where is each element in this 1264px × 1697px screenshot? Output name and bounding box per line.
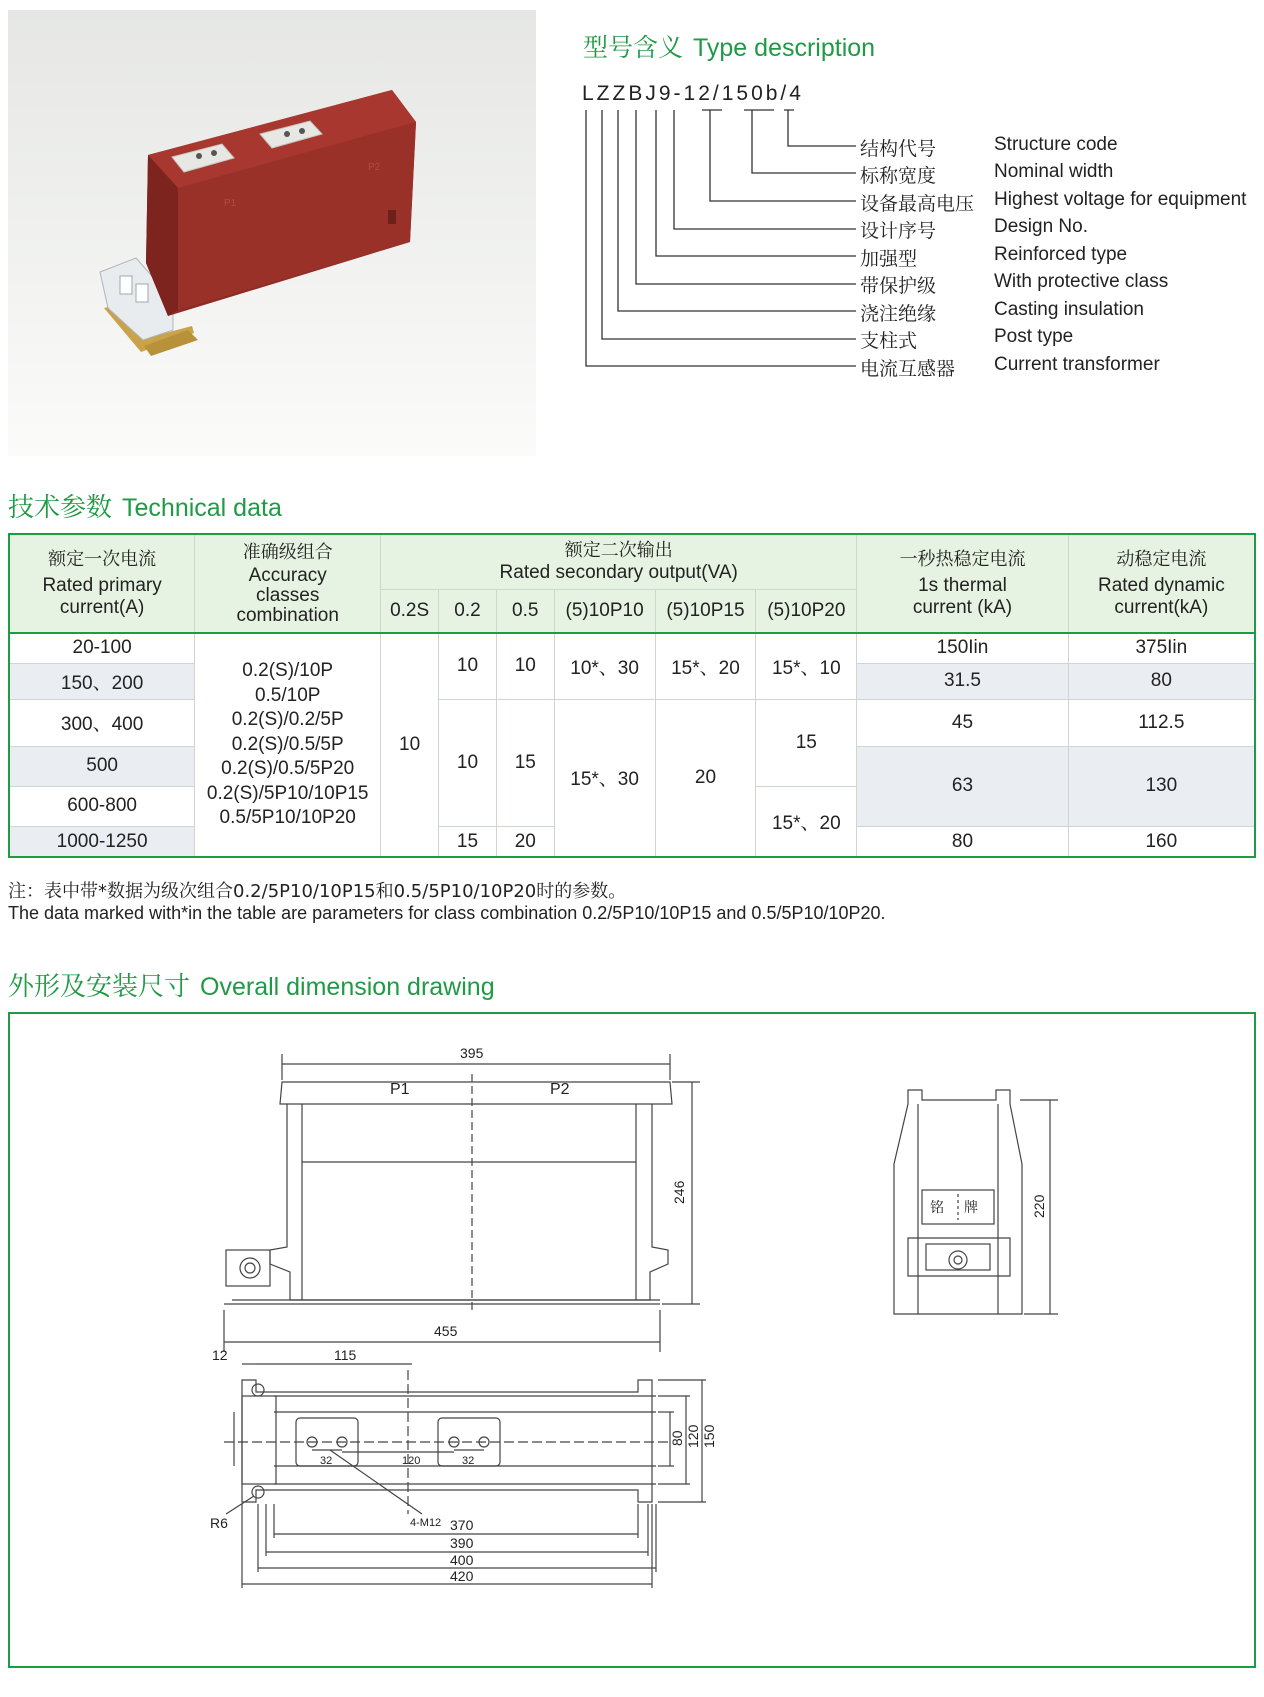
type-item-cn: 标称宽度 [860,165,937,187]
primary-current: 20-100 [9,633,195,663]
output-0-5: 10 [496,633,554,699]
output-0-2: 10 [439,633,497,699]
output-10P20: 15 [756,699,857,786]
type-item-en: Current transformer [994,354,1160,375]
dimension-drawing-svg [10,1014,1254,1666]
primary-current: 300、400 [9,699,195,746]
primary-current: 1000-1250 [9,827,195,857]
dynamic-current: 112.5 [1068,699,1255,746]
type-item-en: Post type [994,326,1074,347]
subheader-10P15: (5)10P15 [655,589,756,633]
dim-front-height: 246 [671,1180,687,1204]
dim-32-left: 32 [320,1455,333,1467]
label-p1: P1 [390,1081,410,1098]
technical-data-title: 技术参数 Technical data [8,493,282,523]
type-item-cn: 加强型 [860,248,918,270]
thermal-current: 63 [857,746,1068,826]
header-accuracy: 准确级组合 Accuracy classes combination [195,534,381,633]
technical-data-table [8,533,1256,858]
dynamic-current: 160 [1068,827,1255,857]
dim-400: 400 [450,1552,474,1568]
output-0-2S: 10 [381,633,439,857]
front-view [224,1054,700,1352]
subheader-0-2: 0.2 [439,589,497,633]
dynamic-current: 130 [1068,746,1255,826]
dim-115: 115 [334,1347,357,1363]
thermal-current: 31.5 [857,663,1068,699]
type-item-cn: 结构代号 [860,138,937,160]
note-cn: 注：表中带*数据为级次组合0.2/5P10/10P15和0.5/5P10/10P20时的参数。 [8,881,627,902]
type-item-cn: 浇注绝缘 [860,303,937,325]
note-en: The data marked with*in the table are parameters for class combination 0.2/5P10/10P15 and 0.5/5P10/10P20. [8,903,886,923]
output-10P15: 20 [655,699,756,857]
dim-front-width-bottom: 455 [434,1323,458,1339]
radius-label: R6 [210,1515,228,1531]
output-10P15: 15*、20 [655,633,756,699]
type-item-en: Highest voltage for equipment [994,189,1247,210]
thermal-current: 45 [857,699,1068,746]
dim-side-height: 220 [1031,1194,1047,1218]
type-item-en: Casting insulation [994,299,1144,320]
dynamic-current: 375Iin [1068,633,1255,663]
type-item-en: Nominal width [994,161,1114,182]
svg-text:P2: P2 [368,162,381,173]
header-rated-secondary: 额定二次输出 Rated secondary output(VA) [381,534,857,589]
type-item-cn: 电流互感器 [860,358,956,380]
dim-80: 80 [669,1430,685,1446]
header-rated-primary: 额定一次电流 Rated primary current(A) [9,534,195,633]
dim-120-vertical: 120 [685,1424,701,1448]
svg-text:P1: P1 [224,198,237,209]
dynamic-current: 80 [1068,663,1255,699]
type-item-en: Design No. [994,216,1088,237]
type-description-title: 型号含义 Type description [583,33,876,62]
type-item-en: Structure code [994,134,1118,155]
header-dynamic-current: 动稳定电流 Rated dynamic current(kA) [1068,534,1255,633]
dim-370: 370 [450,1517,474,1533]
output-10P10: 10*、30 [554,633,655,699]
table-row [9,633,1255,663]
subheader-10P10: (5)10P10 [554,589,655,633]
output-10P20: 15*、20 [756,786,857,857]
output-0-5: 15 [496,699,554,826]
model-code: LZZBJ9-12/150b/4 [582,82,804,105]
output-10P20: 15*、10 [756,633,857,699]
type-item-cn: 设备最高电压 [860,193,975,215]
plate-char-2: 牌 [964,1199,978,1215]
subheader-0-2S: 0.2S [381,589,439,633]
subheader-0-5: 0.5 [496,589,554,633]
type-item-cn: 带保护级 [860,275,937,297]
dimension-drawing-title: 外形及安装尺寸 Overall dimension drawing [8,972,495,1002]
dim-12: 12 [212,1347,228,1363]
plate-char-1: 铭 [930,1199,944,1215]
primary-current: 600-800 [9,786,195,826]
dim-32-right: 32 [462,1455,475,1467]
thermal-current: 150Iin [857,633,1068,663]
subheader-10P20: (5)10P20 [756,589,857,633]
dim-150: 150 [701,1424,717,1448]
type-item-en: With protective class [994,271,1169,292]
output-0-5: 20 [496,827,554,857]
dim-420: 420 [450,1568,474,1584]
dimension-drawing [8,1012,1256,1668]
output-0-2: 15 [439,827,497,857]
thermal-current: 80 [857,827,1068,857]
type-item-en: Reinforced type [994,244,1128,265]
label-p2: P2 [550,1081,570,1098]
accuracy-combinations: 0.2(S)/10P 0.5/10P 0.2(S)/0.2/5P 0.2(S)/0.5/5P 0.2(S)/0.5/5P20 0.2(S)/5P10/10P15 0.5/5P10/10P20 [195,633,381,857]
output-10P10: 15*、30 [554,699,655,857]
output-0-2: 10 [439,699,497,826]
primary-current: 150、200 [9,663,195,699]
bolt-spec: 4-M12 [410,1517,442,1529]
dim-front-width-top: 395 [460,1045,484,1061]
header-thermal-current: 一秒热稳定电流 1s thermal current (kA) [857,534,1068,633]
primary-current: 500 [9,746,195,786]
dim-120-horizontal: 120 [402,1455,421,1467]
dim-390: 390 [450,1535,474,1551]
type-item-cn: 设计序号 [860,220,937,242]
type-item-cn: 支柱式 [860,330,918,352]
